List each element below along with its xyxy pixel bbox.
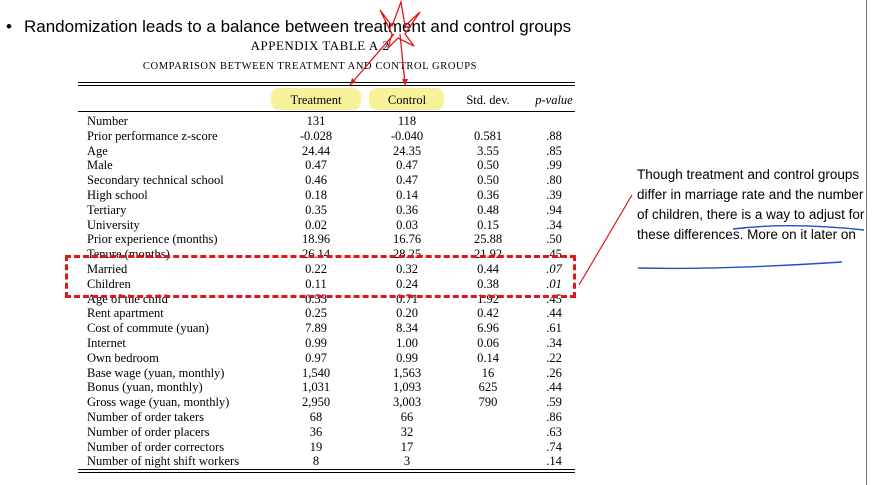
table-cell: 118	[397, 114, 417, 128]
table-cell: 32	[400, 424, 414, 439]
table-cell: 0.22	[305, 262, 327, 276]
table-cell: .01	[546, 276, 562, 291]
table-cell: .07	[546, 262, 562, 276]
table-cell: 36	[309, 424, 323, 439]
table-cell: 0.06	[477, 336, 499, 350]
table-cell: 0.47	[396, 173, 418, 188]
table-row-label: Number of order takers	[87, 410, 204, 424]
table-row-label: High school	[87, 188, 148, 202]
col-header-control: Control	[387, 93, 427, 107]
table-cell: 0.46	[305, 173, 327, 188]
table-row-label: Number	[87, 114, 128, 128]
table-cell: .34	[546, 217, 562, 232]
red-scribble-mark	[380, 2, 420, 48]
table-cell: 28.25	[392, 247, 422, 262]
blue-underline-2	[638, 262, 842, 268]
col-header-treatment: Treatment	[290, 93, 342, 107]
bullet-icon: •	[6, 17, 12, 36]
table-cell: .50	[546, 232, 562, 247]
table-cell: 0.36	[396, 202, 418, 217]
table-cell: 3.55	[477, 143, 499, 158]
table-cell: .86	[546, 410, 562, 424]
table-cell: 0.02	[305, 217, 327, 232]
table-cell: .39	[546, 188, 562, 202]
table-cell: .74	[546, 439, 562, 454]
table-cell: 18.96	[301, 232, 331, 247]
table-cell: .45	[546, 291, 562, 306]
table-cell: 21.92	[473, 247, 503, 262]
table-cell: 0.14	[396, 188, 418, 202]
table-cell: 24.35	[392, 143, 422, 158]
table-cell: 16	[481, 365, 495, 380]
table-cell: 0.42	[477, 306, 499, 321]
table-cell: 1,031	[301, 380, 331, 395]
table-cell: 0.36	[477, 188, 499, 202]
table-cell: 0.99	[396, 350, 418, 365]
table-subtitle: COMPARISON BETWEEN TREATMENT AND CONTROL GROUPS	[142, 61, 478, 72]
col-header-p-value: p-value	[535, 93, 573, 107]
table-cell: 7.89	[305, 321, 327, 336]
table-cell: .22	[546, 350, 562, 365]
table-cell: 2,950	[301, 395, 331, 410]
table-title: APPENDIX TABLE A.2	[250, 38, 390, 53]
table-cell: 26.14	[301, 247, 331, 262]
table-cell: .59	[546, 395, 562, 410]
table-cell: 0.48	[477, 202, 499, 217]
table-cell: .45	[546, 247, 562, 262]
table-row-label: Number of night shift workers	[87, 454, 240, 469]
table-row-label: Number of order placers	[87, 424, 210, 439]
table-cell: 16.76	[392, 232, 422, 247]
blue-underline-1	[733, 226, 864, 230]
table-cell: .34	[546, 336, 562, 350]
table-row-label: University	[87, 217, 140, 232]
table-cell: .14	[546, 454, 562, 469]
table-cell: 17	[400, 439, 414, 454]
note-text-1: Though treatment and control groups differ in marriage rate and the number of children,	[637, 167, 864, 222]
table-cell: .63	[546, 424, 562, 439]
table-cell: 0.25	[305, 306, 327, 321]
table-cell: 1,563	[392, 365, 422, 380]
table-row-label: Internet	[87, 336, 126, 350]
table-cell: 0.50	[477, 158, 499, 173]
note-text-2: it later on	[796, 227, 856, 242]
table-cell: .44	[546, 306, 562, 321]
table-row-label: Children	[87, 276, 131, 291]
table-cell: 0.18	[305, 188, 327, 202]
table-cell: 1,540	[301, 365, 331, 380]
table-cell: 625	[478, 380, 498, 395]
table-cell: 8.34	[396, 321, 418, 336]
table-cell: 68	[309, 410, 323, 424]
table-cell: 0.50	[477, 173, 499, 188]
table-cell: 0.24	[396, 276, 418, 291]
table-cell: 0.44	[477, 262, 499, 276]
table-cell: 0.15	[477, 217, 499, 232]
table-row-label: Age of the child	[87, 291, 168, 306]
table-cell: .44	[546, 380, 562, 395]
table-cell: .94	[546, 202, 562, 217]
table-cell: 25.88	[473, 232, 503, 247]
table-cell: 0.47	[396, 158, 418, 173]
table-row-label: Number of order correctors	[87, 439, 225, 454]
table-cell: 0.47	[305, 158, 327, 173]
table-cell: .88	[546, 128, 562, 143]
table-cell: -0.040	[390, 128, 424, 143]
table-cell: 19	[309, 439, 323, 454]
table-row-label: Male	[87, 158, 113, 173]
bullet-text: Randomization leads to a balance between treatment and control groups	[24, 17, 572, 36]
table-cell: 0.20	[396, 306, 418, 321]
table-cell: 1,093	[392, 380, 422, 395]
table-row-label: Gross wage (yuan, monthly)	[87, 395, 230, 410]
table-cell: 0.99	[305, 336, 327, 350]
table-row-label: Married	[87, 262, 128, 276]
table-row-label: Tenure (months)	[87, 247, 170, 262]
arrow-to-treatment	[350, 34, 394, 85]
table-row-label: Tertiary	[87, 202, 127, 217]
table-cell: 0.581	[473, 128, 503, 143]
table-cell: .61	[546, 321, 562, 336]
table-cell: 66	[400, 410, 414, 424]
table-row-label: Own bedroom	[87, 350, 159, 365]
table-cell: 0.35	[305, 202, 327, 217]
table-cell: 790	[478, 395, 498, 410]
table-cell: .99	[546, 158, 562, 173]
table-cell: 0.53	[305, 291, 327, 306]
table-row-label: Prior experience (months)	[87, 232, 218, 247]
table-cell: 1.00	[396, 336, 418, 350]
table-row-label: Cost of commute (yuan)	[87, 321, 209, 336]
table-cell: 0.38	[477, 276, 499, 291]
table-row-label: Age	[87, 143, 108, 158]
table-cell: -0.028	[299, 128, 333, 143]
table-cell: 1.92	[477, 291, 499, 306]
col-header-std-dev: Std. dev.	[466, 93, 510, 107]
table-cell: 0.32	[396, 262, 418, 276]
table-cell: 0.11	[305, 276, 327, 291]
table-cell: 0.71	[396, 291, 418, 306]
table-cell: 0.14	[477, 350, 499, 365]
table-cell: 131	[306, 114, 326, 128]
table-row-label: Bonus (yuan, monthly)	[87, 380, 203, 395]
table-row-label: Rent apartment	[87, 306, 164, 321]
table-row-label: Prior performance z-score	[87, 128, 218, 143]
note-underlined-text: there is a way to adjust for these differences. More on	[637, 207, 865, 242]
note-connector-line	[579, 195, 632, 285]
table-cell: 0.97	[305, 350, 327, 365]
table-cell: .26	[546, 365, 562, 380]
table-cell: 3,003	[392, 395, 422, 410]
table-cell: 3	[403, 454, 411, 469]
table-cell: 6.96	[477, 321, 499, 336]
table-cell: 8	[312, 454, 320, 469]
table-row-label: Secondary technical school	[87, 173, 224, 188]
table-cell: 24.44	[301, 143, 331, 158]
table-cell: .85	[546, 143, 562, 158]
table-cell: .80	[546, 173, 562, 188]
table-row-label: Base wage (yuan, monthly)	[87, 365, 225, 380]
table-cell: 0.03	[396, 217, 418, 232]
